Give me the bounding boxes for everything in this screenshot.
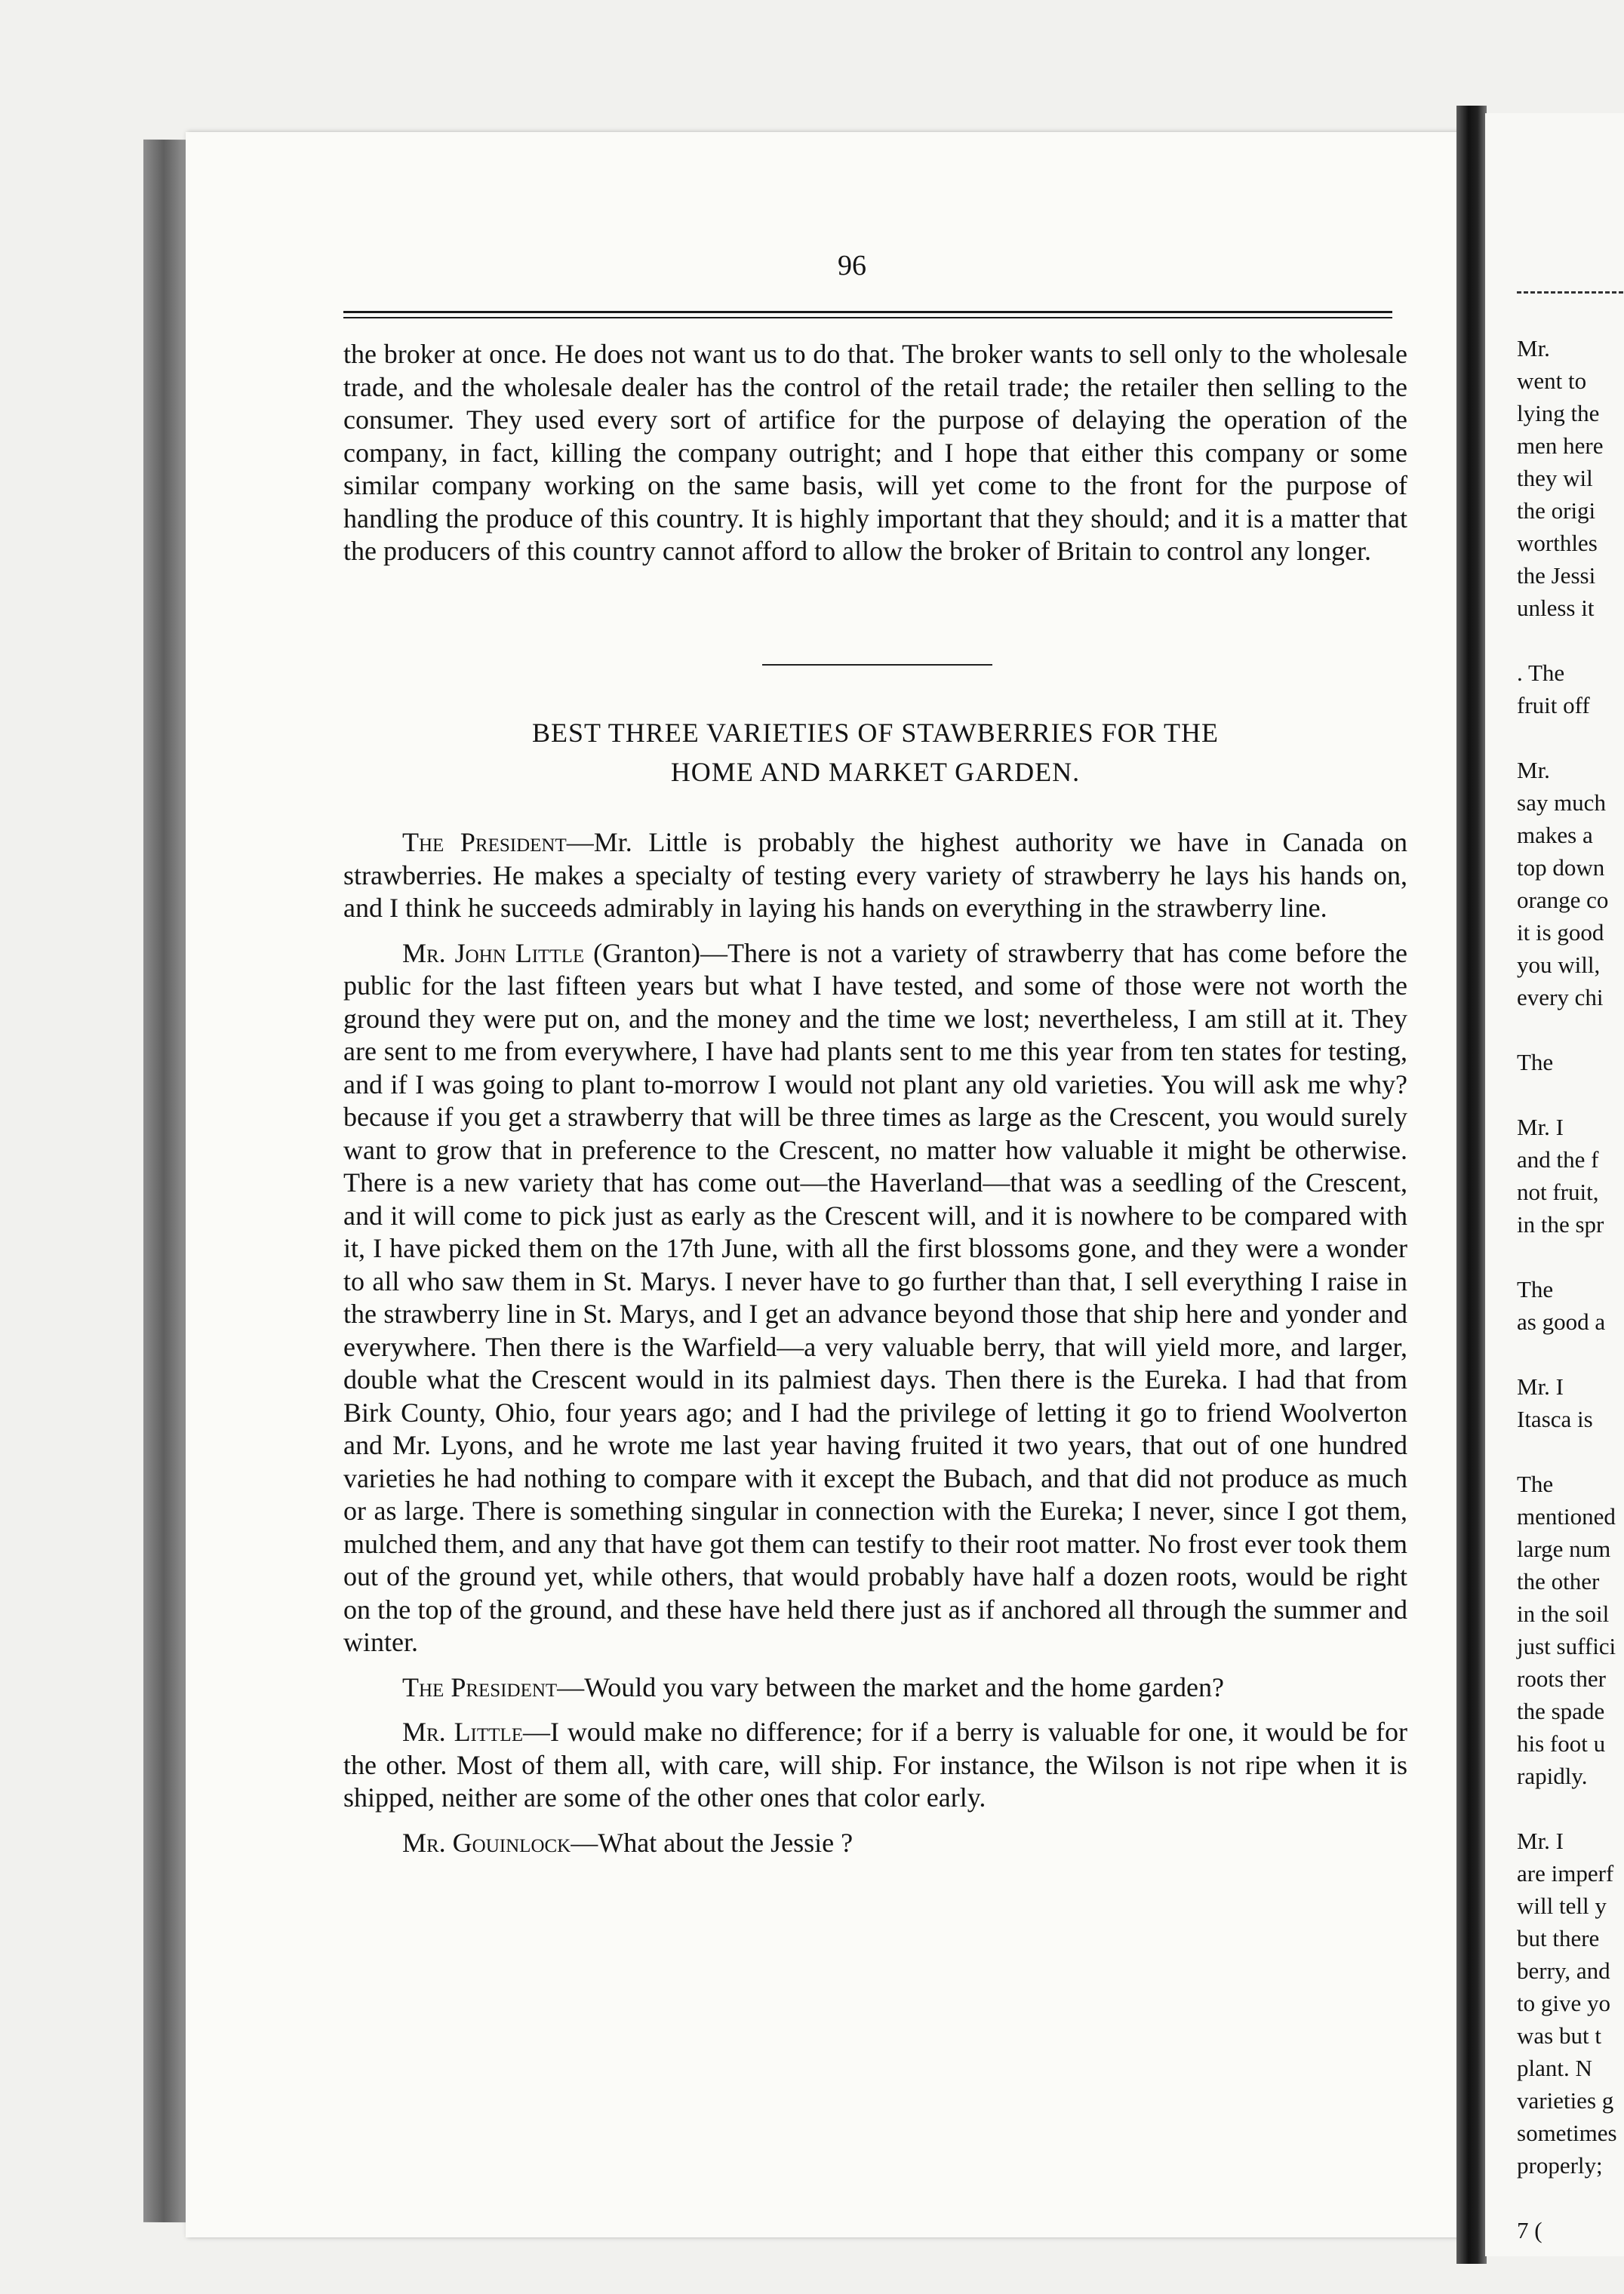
facing-page-line: went to — [1517, 367, 1587, 394]
facing-page-line — [1517, 1078, 1624, 1111]
facing-page-line — [1517, 1792, 1624, 1825]
facing-page-line: Mr. I — [1517, 1373, 1564, 1400]
speaker-name: Mr. Little — [402, 1717, 523, 1747]
facing-page-line: the other — [1517, 1568, 1600, 1594]
speaker-name: Mr. Gouinlock — [402, 1827, 571, 1858]
facing-page-line — [1517, 1241, 1624, 1273]
facing-page-line: berry, and — [1517, 1957, 1610, 1984]
facing-page-line — [1517, 721, 1624, 754]
paragraph — [343, 937, 1407, 1659]
facing-page-line: roots ther — [1517, 1665, 1606, 1692]
facing-page-line — [1517, 1338, 1624, 1370]
paragraph-text: —What about the Jessie ? — [571, 1827, 854, 1858]
facing-page-line: but there — [1517, 1925, 1600, 1951]
continuation-text: the broker at once. He does not want us to do that. The broker wants to sell only to the wholesale trade, and the wholesale dealer has the control of the retail trade; the retailer then selling to the consumer. They used every sort of artifice for the purpose of delaying the operation of the company, in fact, killing the company outright; and I hope that either this company or some similar company working on the same basis, will yet come to the front for the purpose of handling the produce of this country. It is highly important that they should; and it is a matter that the producers of this country cannot afford to allow the broker of Britain to control any longer. — [343, 339, 1407, 566]
facing-page-line — [1517, 2182, 1624, 2214]
facing-page-line: in the soil — [1517, 1601, 1610, 1627]
section-heading — [343, 713, 1407, 792]
facing-page-line: in the spr — [1517, 1211, 1604, 1238]
facing-page-line: you will, — [1517, 952, 1601, 978]
facing-page-line: as good a — [1517, 1308, 1606, 1335]
facing-page-line: mentioned — [1517, 1503, 1616, 1530]
facing-page-line: plant. N — [1517, 2055, 1592, 2081]
facing-page-line: and the f — [1517, 1146, 1599, 1173]
facing-page-line: will tell y — [1517, 1893, 1607, 1919]
continuation-paragraph — [343, 338, 1407, 568]
facing-page-line: to give yo — [1517, 1990, 1610, 2016]
facing-page-line: large num — [1517, 1536, 1611, 1562]
facing-page-line: The — [1517, 1049, 1554, 1075]
facing-page-line: men here — [1517, 432, 1604, 459]
paragraph — [343, 826, 1407, 925]
facing-page-line: the Jessi — [1517, 562, 1596, 589]
paragraph-text: —Would you vary between the market and the home garden? — [557, 1671, 1224, 1702]
facing-page-line: Mr. I — [1517, 1828, 1564, 1854]
paragraph-text: —Mr. Little is probably the highest authority we have in Canada on strawberries. He makes a specialty of testing every variety of strawberry he lays his hands on, and I think he succeeds admirably in laying his hands on everything in the strawberry line. — [343, 827, 1407, 923]
facing-page-line: his foot u — [1517, 1730, 1606, 1757]
heading-line-2: HOME AND MARKET GARDEN. — [670, 757, 1081, 787]
facing-page-line: was but t — [1517, 2022, 1601, 2049]
facing-page-line: just suffici — [1517, 1633, 1616, 1659]
facing-page-line: every chi — [1517, 984, 1604, 1010]
facing-page-line: sometimes — [1517, 2120, 1617, 2146]
facing-page-line: the origi — [1517, 497, 1596, 524]
paragraph — [343, 1671, 1407, 1705]
facing-page-line: Mr. — [1517, 335, 1550, 361]
paragraph — [343, 1827, 1407, 1860]
facing-page-line: The — [1517, 1276, 1554, 1302]
facing-page-line — [1517, 1435, 1624, 1468]
speaker-name: Mr. John Little — [402, 937, 585, 968]
discussion-body — [343, 826, 1407, 1871]
facing-page-line: not fruit, — [1517, 1179, 1599, 1205]
paragraph-text: —I would make no difference; for if a berry is valuable for one, it would be for the other. Most of them all, with care, will ship. For instance, the Wilson is not ripe when it is shipped, neither are some of the other ones that color early. — [343, 1717, 1407, 1813]
facing-page-line: they wil — [1517, 465, 1593, 491]
facing-page-line: properly; — [1517, 2152, 1603, 2179]
facing-page-line: the spade — [1517, 1698, 1605, 1724]
facing-page-line: 7 ( — [1517, 2217, 1542, 2243]
header-rule-secondary — [343, 317, 1392, 318]
heading-line-1: BEST THREE VARIETIES OF STAWBERRIES FOR THE — [531, 718, 1219, 748]
facing-page-line: lying the — [1517, 400, 1600, 426]
facing-page-line: worthles — [1517, 530, 1598, 556]
facing-page-line: say much — [1517, 789, 1606, 816]
book-page-edge — [143, 140, 189, 2222]
facing-page-line: orange co — [1517, 887, 1609, 913]
facing-page-line: makes a — [1517, 822, 1593, 848]
speaker-name: The President — [402, 827, 567, 857]
facing-page-line: . The — [1517, 660, 1565, 686]
section-divider — [762, 664, 992, 666]
facing-page-line: varieties g — [1517, 2087, 1614, 2114]
facing-page-line: The — [1517, 1471, 1554, 1497]
facing-page-line: Mr. — [1517, 757, 1550, 783]
facing-page-line: Itasca is — [1517, 1406, 1593, 1432]
facing-page-line: Mr. I — [1517, 1114, 1564, 1140]
paragraph-text: (Granton)—There is not a variety of strawberry that has come before the public for the last fifteen years but what I have tested, and some of those were not worth the ground they were put on, and the money and the time we lost; nevertheless, I am still at it. They are sent to me from everywhere, I have had plants sent to me this year from ten states for testing, and if I was going to plant to-morrow I would not plant any old varieties. You will ask me why? because if you get a strawberry that will be three times as large as the Crescent, you would surely want to grow that in preference to the Crescent, no matter how valuable it might be otherwise. There is a new variety that has come out—the Haverland—that was a seedling of the Crescent, and it will come to pick just as early as the Crescent will, and it is nowhere to be compared with it, I have picked them on the 17th June, with all the first blossoms gone, and they were a wonder to all who saw them in St. Marys. I never have to go further than that, I sell everything I raise in the strawberry line in St. Marys, and I get an advance beyond those that ship here and yonder and everywhere. Then there is the Warfield—a very valuable berry, that will yield more, and larger, double what the Crescent would in its palmiest days. Then there is the Eureka. I had that from Birk County, Ohio, four years ago; and I had the privilege of letting it go to friend Woolverton and Mr. Lyons, and he wrote me last year having fruited it two years, that out of one hundred varieties he had nothing to compare with it except the Bubach, and that did not produce as much or as large. There is something singular in connection with the Eureka; I never, since I got them, mulched them, and any that have got them can testify to their root matter. No frost ever took them out of the ground yet, while others, that would probably have half a dozen roots, would be right on the top of the ground, and these have held there just as if anchored all through the summer and winter. — [343, 937, 1407, 1657]
facing-page-line: are imperf — [1517, 1860, 1614, 1887]
facing-page-text — [1517, 332, 1624, 2246]
speaker-name: The President — [402, 1671, 558, 1702]
paragraph — [343, 1716, 1407, 1815]
facing-page-rule — [1517, 291, 1624, 294]
facing-page-line — [1517, 1013, 1624, 1046]
facing-page-line: rapidly. — [1517, 1763, 1588, 1789]
book-gutter — [1456, 106, 1487, 2264]
facing-page-line: it is good — [1517, 919, 1604, 946]
facing-page-line: fruit off — [1517, 692, 1590, 718]
page-number: 96 — [838, 250, 866, 281]
facing-page-line — [1517, 624, 1624, 657]
header-rule — [343, 311, 1392, 313]
facing-page-line: unless it — [1517, 595, 1595, 621]
facing-page-line: top down — [1517, 854, 1605, 881]
